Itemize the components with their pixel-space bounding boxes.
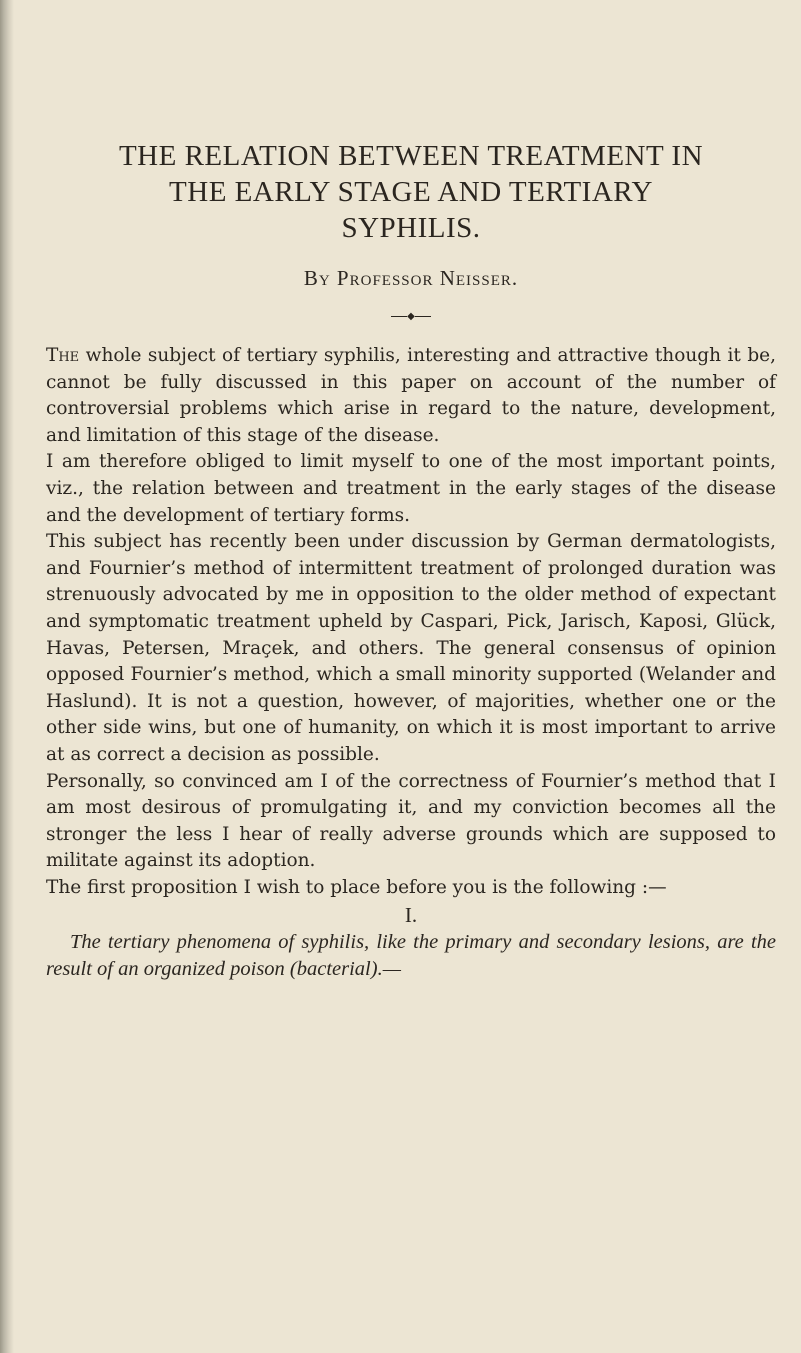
- book-page: [46, 138, 776, 983]
- paragraph: [46, 875, 776, 902]
- paragraph-text: I am therefore obliged to limit myself to one of the most important points, viz., the relation between and treatment in the early stages of the disease and the development of tertiary forms.: [46, 451, 776, 526]
- paragraph: [46, 529, 776, 768]
- paragraph-text: The first proposition I wish to place before you is the following :—: [46, 876, 667, 898]
- paragraph-lead-word: The: [46, 345, 80, 366]
- section-numeral: I.: [404, 903, 418, 928]
- paragraph: [46, 769, 776, 875]
- section-ornament: [46, 311, 776, 323]
- ornament-rule-left: [391, 316, 407, 317]
- article-body: [46, 343, 776, 983]
- title-line: SYPHILIS.: [341, 212, 481, 244]
- paragraph-text: This subject has recently been under discussion by German dermatologists, and Fournier’s method of intermittent treatment of prolonged duration was strenuously advocated by me in opposition to the older method of expectant and symptomatic treatment upheld by Caspari, Pick, Jarisch, Kaposi, Glück, Havas, Petersen, Mraçek, and others. The general consensus of opinion opposed Fournier’s method, which a small minority supported (Welander and Haslund). It is not a question, however, of majorities, whether one or the other side wins, but one of humanity, on which it is most important to arrive at as correct a decision as possible.: [46, 531, 776, 765]
- paragraph: [46, 449, 776, 529]
- paragraph-text: Personally, so convinced am I of the correctness of Fournier’s method that I am most desirous of promulgating it, and my conviction becomes all the stronger the less I hear of really adverse grounds which are supposed to militate against its adoption.: [46, 770, 776, 872]
- author-byline: By Professor Neisser.: [303, 266, 519, 290]
- page-binding-edge: [0, 0, 14, 1353]
- article-title: [46, 138, 776, 246]
- title-line: THE RELATION BETWEEN TREATMENT IN: [118, 140, 704, 172]
- diamond-icon: ◆: [407, 311, 415, 322]
- ornament-rule-right: [415, 316, 431, 317]
- paragraph-text: whole subject of tertiary syphilis, interesting and attractive though it be, cannot be fully discussed in this paper on account of the number of controversial problems which arise in regard to the nature, development, and limitation of this stage of the disease.: [46, 345, 776, 446]
- title-line: THE EARLY STAGE AND TERTIARY: [169, 176, 653, 208]
- paragraph: [46, 343, 776, 449]
- proposition-text: The tertiary phenomena of syphilis, like the primary and secondary lesions, are the result of an organized poison (bacterial).—: [46, 931, 776, 981]
